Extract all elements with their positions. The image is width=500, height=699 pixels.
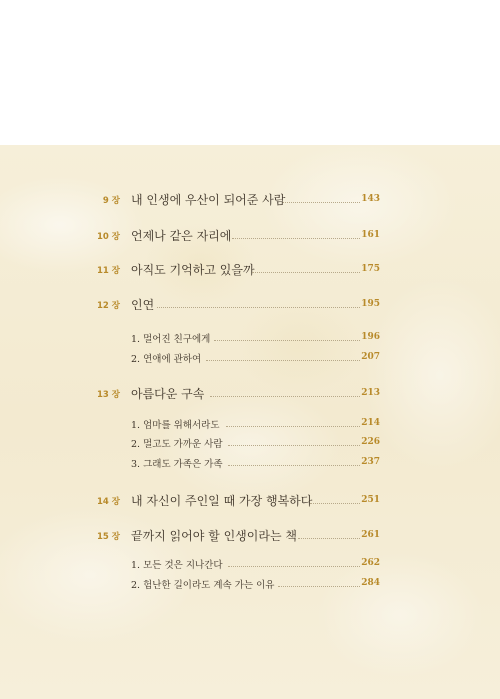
section-title: 1. 멀어진 친구에게 — [131, 334, 211, 345]
page-number: 196 — [361, 332, 380, 342]
chapter-title: 내 인생에 우산이 되어준 사람 — [131, 193, 286, 207]
chapter-title: 아름다운 구속 — [131, 387, 205, 401]
toc-chapter-row[interactable] — [0, 383, 500, 403]
leader-dots — [157, 306, 360, 308]
page-number: 237 — [361, 457, 380, 467]
section-title: 2. 멀고도 가까운 사람 — [131, 439, 223, 450]
page-number: 175 — [361, 264, 380, 274]
chapter-number: 14 장 — [97, 497, 120, 507]
toc-section-row[interactable] — [0, 452, 500, 472]
page-number: 261 — [361, 530, 380, 540]
section-title: 1. 엄마를 위해서라도 — [131, 420, 220, 431]
section-title: 1. 모든 것은 지나간다 — [131, 560, 223, 571]
page-number: 143 — [361, 194, 380, 204]
chapter-number: 9 장 — [102, 196, 120, 206]
chapter-number: 13 장 — [97, 390, 120, 400]
page-number: 214 — [361, 418, 380, 428]
toc-section-row[interactable] — [0, 347, 500, 367]
chapter-number: 12 장 — [97, 301, 120, 311]
leader-dots — [214, 339, 360, 341]
section-title: 3. 그래도 가족은 가족 — [131, 459, 223, 470]
toc-chapter-row[interactable] — [0, 525, 500, 545]
chapter-number: 11 장 — [97, 266, 120, 276]
chapter-title: 언제나 같은 자리에 — [131, 229, 232, 243]
page-number: 207 — [361, 352, 380, 362]
page-number: 161 — [361, 230, 380, 240]
section-title: 2. 연애에 관하여 — [131, 354, 202, 365]
chapter-title: 아직도 기억하고 있을까 — [131, 263, 255, 277]
chapter-title: 인연 — [131, 298, 155, 312]
toc-section-row[interactable] — [0, 432, 500, 452]
chapter-title: 끝까지 읽어야 할 인생이라는 책 — [131, 529, 297, 543]
section-title: 2. 험난한 길이라도 계속 가는 이유 — [131, 580, 275, 591]
chapter-number: 15 장 — [97, 532, 120, 542]
toc-section-row[interactable] — [0, 573, 500, 593]
page-number: 262 — [361, 558, 380, 568]
toc-section-row[interactable] — [0, 413, 500, 433]
toc-chapter-row[interactable] — [0, 189, 500, 209]
toc-section-row[interactable] — [0, 553, 500, 573]
page-number: 251 — [361, 495, 380, 505]
leader-dots — [206, 359, 360, 361]
page-number: 226 — [361, 437, 380, 447]
chapter-number: 10 장 — [97, 232, 120, 242]
toc-chapter-row[interactable] — [0, 294, 500, 314]
toc-panel — [0, 145, 500, 699]
toc-chapter-row[interactable] — [0, 490, 500, 510]
toc-chapter-row[interactable] — [0, 225, 500, 245]
page-number: 195 — [361, 299, 380, 309]
leader-dots — [210, 395, 360, 397]
blank-top-margin — [0, 0, 500, 145]
page-number: 213 — [361, 388, 380, 398]
chapter-title: 내 자신이 주인일 때 가장 행복하다 — [131, 494, 313, 508]
toc-section-row[interactable] — [0, 327, 500, 347]
page-number: 284 — [361, 578, 380, 588]
toc-chapter-row[interactable] — [0, 259, 500, 279]
